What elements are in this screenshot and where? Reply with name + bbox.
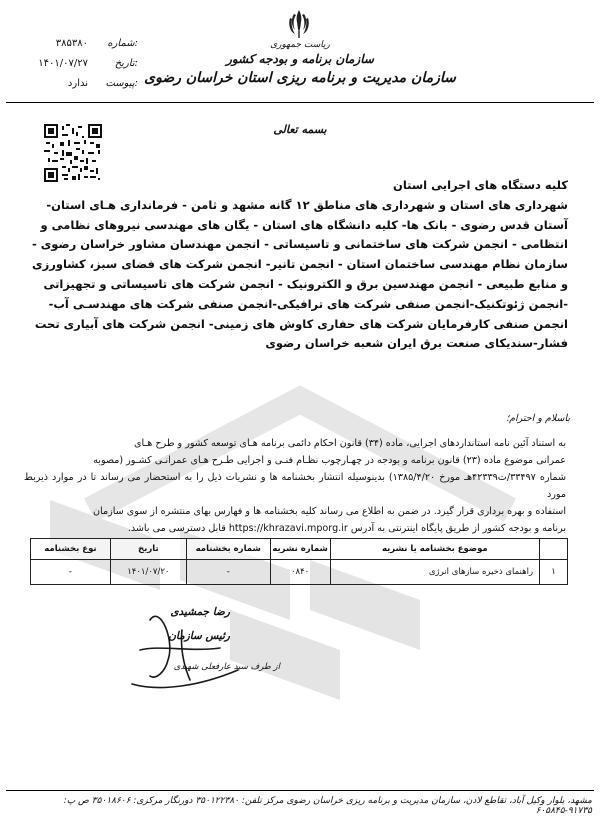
recipient-line: سازمان نظام مهندسی ساختمان استان - انجمن تانیر- انجمن شرکت های فضای سبز، کشاورزی xyxy=(32,257,568,272)
signatory-title: رئیس سازمان xyxy=(168,630,230,642)
table-cell-circular-number: - xyxy=(186,560,270,585)
table-cell-circular-type: - xyxy=(31,560,111,585)
signatory-name: رضا جمشیدی xyxy=(170,606,230,618)
signatory-on-behalf: از طرف سید عارفعلی شهیدی xyxy=(173,662,280,672)
presidency-label: ریاست جمهوری xyxy=(270,40,330,50)
letter-number-row xyxy=(18,38,138,54)
table-header-circular-type: نوع بخشنامه xyxy=(31,539,111,560)
letter-number-label: شماره: xyxy=(107,38,138,49)
body-line: به استناد آئین نامه استانداردهای اجرایی، ماده (۳۴) قانون احکام دائمی برنامه هـای توسعه کشور و طرح هـای xyxy=(134,438,566,449)
body-line: استفاده و بهره برداری قرار گیرد. در ضمن به اطلاع می رساند کلیه بخشنامه ها و فهارس بهای منتشره از سوی سازمان xyxy=(93,506,566,517)
recipient-line: شهرداری های استان و شهرداری های مناطق ۱۲ گانه مشهد و ثامن - فرمانداری هـای استان- xyxy=(46,197,568,212)
recipient-line: آستان قدس رضوی - بانک ها- کلیه دانشگاه های استان - یگان های مهندسی نیروهای نظامی و xyxy=(40,217,568,232)
circulars-table xyxy=(30,538,568,585)
body-line: برنامه و بودجه کشور از طریق پایگاه اینترنتی به آدرس https://khrazavi.mporg.ir قابل دسترسی می باشد. xyxy=(127,523,566,534)
table-header-date: تاریخ xyxy=(110,539,186,560)
table-cell-publication-number: ۰۸۴۰ xyxy=(270,560,330,585)
table-header-row xyxy=(31,539,568,560)
recipient-line: -انجمن ژئوتکنیک-انجمن صنفی شرکت های ترافیکی-انجمن صنفی شرکت های مهندسـی آب- xyxy=(48,296,568,311)
recipient-line: فشار-سندیکای صنعت برق ایران شعبه خراسان رضوی xyxy=(265,336,568,351)
letter-number-value: ۳۸۵۳۸۰ xyxy=(55,38,88,49)
office-title: سازمان مدیریت و برنامه ریزی استان خراسان رضوی xyxy=(144,70,456,86)
letter-body xyxy=(24,435,566,537)
recipients-block xyxy=(24,176,568,354)
recipient-line: و منابع طبیعی - انجمن مهندسین برق و الکترونیک - انجمن شرکت های تاسیساتی و تجهیزاتی xyxy=(43,276,568,291)
table-cell-date: ۱۴۰۱/۰۷/۲۰ xyxy=(110,560,186,585)
table-cell-subject: راهنمای ذخیره سازهای انرژی xyxy=(330,560,540,585)
body-line: عمرانی موضوع ماده (۲۳) قانون برنامه و بودجه در چهـارچوب نظـام فنـی و اجرایی طـرح هـای عمرانـی کشـور (مصوبه xyxy=(93,455,566,466)
recipient-line: انجمن صنفی کارفرمایان شرکت های حفاری کاوش های زمینی- انجمن شرکت های آبیاری تحت xyxy=(34,316,568,331)
recipient-line: کلیه دستگاه های اجرایی استان xyxy=(393,178,568,192)
table-row xyxy=(31,560,568,585)
header-divider xyxy=(6,102,594,103)
letter-date-label: تاریخ: xyxy=(114,58,138,69)
letter-date-value: ۱۴۰۱/۰۷/۲۷ xyxy=(38,58,88,69)
letter-attachment-label: پیوست: xyxy=(105,78,138,89)
iran-emblem-icon xyxy=(287,8,311,40)
letter-attachment-value: ندارد xyxy=(67,78,88,89)
table-header-index xyxy=(540,539,568,560)
footer-address: مشهد، بلوار وکیل آباد، تقاطع لادن، سازمان مدیریت و برنامه ریزی خراسان رضوی مرکز تلفن: ۳۵۰۱۲۲۳۸۰ دورنگار مرکزی: ۳۵۰۱۸۶۰۶ ص پ: ۹۱۷۳۵-۶۰۵۸۴۵ xyxy=(63,796,592,816)
qr-code-icon xyxy=(44,124,102,182)
recipient-line: انتظامی - انجمن شرکت های ساختمانی و تاسیساتی - انجمن مهندسان مشاور خراسان رضوی - xyxy=(31,237,568,252)
table-cell-index: ۱ xyxy=(540,560,568,585)
footer-divider xyxy=(6,790,594,791)
letter-attachment-row xyxy=(18,78,138,94)
table-header-circular-number: شماره بخشنامه xyxy=(186,539,270,560)
greeting: باسلام و احترام؛ xyxy=(506,413,570,424)
table-header-publication-number: شماره نشریه xyxy=(270,539,330,560)
basmala: بسمه تعالی xyxy=(273,123,327,136)
org-title: سازمان برنامه و بودجه کشور xyxy=(226,52,374,66)
body-line: شماره ۳۳۴۹۷/ت۴۲۳۳۹هـ مورخ ۱۳۸۵/۴/۲۰) بدینوسیله انتشار بخشنامه ها و نشریات ذیل را به استحضار می رساند تا در موارد ذیربط مورد xyxy=(24,472,567,500)
table-header-subject: موضوع بخشنامه یا نشریه xyxy=(330,539,540,560)
letter-date-row xyxy=(18,58,138,74)
